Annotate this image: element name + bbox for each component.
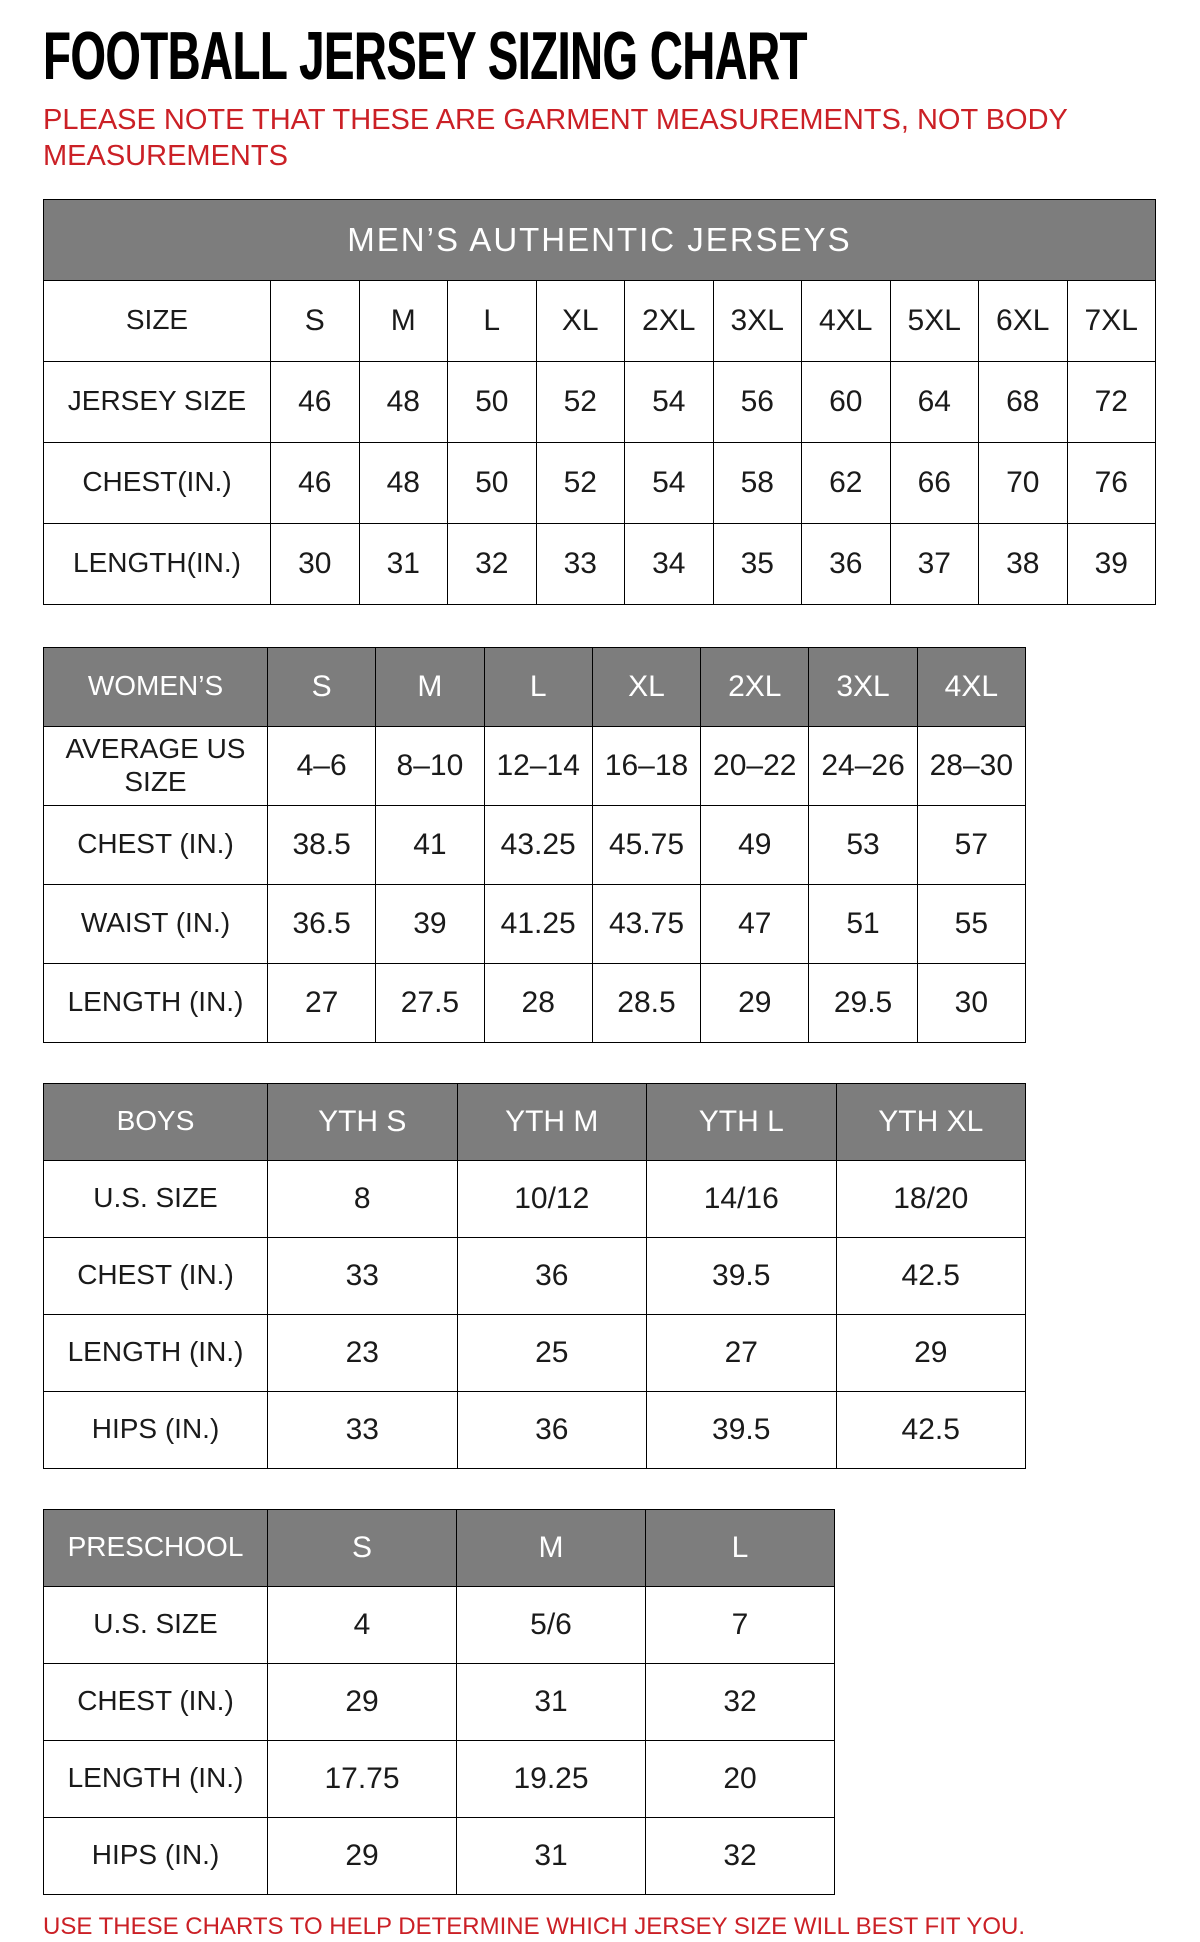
womens-row-label: CHEST (IN.) xyxy=(44,805,268,884)
preschool-value-cell: 20 xyxy=(646,1740,835,1817)
mens-value-cell: 34 xyxy=(625,523,714,604)
preschool-value-cell: 29 xyxy=(268,1663,457,1740)
mens-value-cell: 70 xyxy=(979,442,1068,523)
mens-banner-title: MEN’S AUTHENTIC JERSEYS xyxy=(44,199,1156,280)
boys-value-cell: 39.5 xyxy=(647,1391,837,1468)
mens-value-cell: 60 xyxy=(802,361,891,442)
womens-value-cell: 55 xyxy=(917,884,1025,963)
mens-size-column-header: 6XL xyxy=(979,280,1068,361)
preschool-value-cell: 4 xyxy=(268,1586,457,1663)
preschool-row-label: HIPS (IN.) xyxy=(44,1817,268,1894)
boys-value-cell: 33 xyxy=(268,1391,458,1468)
womens-value-cell: 43.25 xyxy=(484,805,592,884)
mens-value-cell: 39 xyxy=(1067,523,1156,604)
mens-value-cell: 54 xyxy=(625,361,714,442)
boys-size-column-header: YTH XL xyxy=(836,1083,1026,1160)
mens-value-cell: 64 xyxy=(890,361,979,442)
mens-row-label: JERSEY SIZE xyxy=(44,361,271,442)
womens-value-cell: 20–22 xyxy=(701,726,809,805)
boys-row-label: LENGTH (IN.) xyxy=(44,1314,268,1391)
preschool-value-cell: 7 xyxy=(646,1586,835,1663)
womens-size-column-header: 2XL xyxy=(701,647,809,726)
mens-value-cell: 76 xyxy=(1067,442,1156,523)
womens-value-cell: 28–30 xyxy=(917,726,1025,805)
mens-value-cell: 35 xyxy=(713,523,802,604)
womens-size-column-header: 4XL xyxy=(917,647,1025,726)
boys-value-cell: 14/16 xyxy=(647,1160,837,1237)
womens-value-cell: 38.5 xyxy=(268,805,376,884)
boys-value-cell: 39.5 xyxy=(647,1237,837,1314)
womens-value-cell: 43.75 xyxy=(592,884,700,963)
womens-size-column-header: XL xyxy=(592,647,700,726)
footer-note: USE THESE CHARTS TO HELP DETERMINE WHICH JERSEY SIZE WILL BEST FIT YOU. xyxy=(43,1912,1026,1940)
preschool-value-cell: 32 xyxy=(646,1817,835,1894)
mens-value-cell: 52 xyxy=(536,442,625,523)
womens-value-cell: 29 xyxy=(701,963,809,1042)
womens-header-label: WOMEN’S xyxy=(44,647,268,726)
mens-value-cell: 72 xyxy=(1067,361,1156,442)
mens-size-column-header: 3XL xyxy=(713,280,802,361)
womens-header-row xyxy=(44,647,1026,726)
mens-size-column-header: 2XL xyxy=(625,280,714,361)
womens-data-row xyxy=(44,726,1026,805)
boys-value-cell: 8 xyxy=(268,1160,458,1237)
mens-row-label: CHEST(IN.) xyxy=(44,442,271,523)
mens-value-cell: 46 xyxy=(271,442,360,523)
boys-row-label: U.S. SIZE xyxy=(44,1160,268,1237)
boys-value-cell: 25 xyxy=(457,1314,647,1391)
mens-row-label: LENGTH(IN.) xyxy=(44,523,271,604)
mens-value-cell: 52 xyxy=(536,361,625,442)
boys-size-table xyxy=(43,1083,1026,1469)
womens-value-cell: 45.75 xyxy=(592,805,700,884)
mens-header-label: SIZE xyxy=(44,280,271,361)
womens-value-cell: 28.5 xyxy=(592,963,700,1042)
womens-size-column-header: S xyxy=(268,647,376,726)
preschool-size-column-header: L xyxy=(646,1509,835,1586)
mens-size-column-header: XL xyxy=(536,280,625,361)
preschool-size-column-header: S xyxy=(268,1509,457,1586)
preschool-value-cell: 32 xyxy=(646,1663,835,1740)
mens-data-row xyxy=(44,523,1156,604)
boys-value-cell: 33 xyxy=(268,1237,458,1314)
womens-value-cell: 16–18 xyxy=(592,726,700,805)
boys-header-row xyxy=(44,1083,1026,1160)
boys-size-column-header: YTH L xyxy=(647,1083,837,1160)
boys-value-cell: 36 xyxy=(457,1237,647,1314)
womens-size-column-header: 3XL xyxy=(809,647,917,726)
preschool-data-row xyxy=(44,1817,835,1894)
boys-value-cell: 10/12 xyxy=(457,1160,647,1237)
mens-value-cell: 62 xyxy=(802,442,891,523)
womens-value-cell: 49 xyxy=(701,805,809,884)
womens-value-cell: 4–6 xyxy=(268,726,376,805)
preschool-size-column-header: M xyxy=(457,1509,646,1586)
mens-value-cell: 54 xyxy=(625,442,714,523)
preschool-row-label: U.S. SIZE xyxy=(44,1586,268,1663)
preschool-value-cell: 29 xyxy=(268,1817,457,1894)
mens-size-column-header: M xyxy=(359,280,448,361)
boys-size-column-header: YTH M xyxy=(457,1083,647,1160)
mens-value-cell: 66 xyxy=(890,442,979,523)
mens-size-column-header: 5XL xyxy=(890,280,979,361)
womens-size-table xyxy=(43,647,1026,1043)
womens-value-cell: 47 xyxy=(701,884,809,963)
womens-value-cell: 28 xyxy=(484,963,592,1042)
womens-value-cell: 41 xyxy=(376,805,484,884)
womens-value-cell: 29.5 xyxy=(809,963,917,1042)
womens-value-cell: 27 xyxy=(268,963,376,1042)
page-title: FOOTBALL JERSEY SIZING CHART xyxy=(43,18,807,94)
mens-value-cell: 50 xyxy=(448,361,537,442)
boys-value-cell: 18/20 xyxy=(836,1160,1026,1237)
preschool-row-label: LENGTH (IN.) xyxy=(44,1740,268,1817)
mens-value-cell: 56 xyxy=(713,361,802,442)
mens-size-column-header: L xyxy=(448,280,537,361)
preschool-data-row xyxy=(44,1663,835,1740)
womens-value-cell: 8–10 xyxy=(376,726,484,805)
boys-row-label: HIPS (IN.) xyxy=(44,1391,268,1468)
boys-size-column-header: YTH S xyxy=(268,1083,458,1160)
womens-value-cell: 27.5 xyxy=(376,963,484,1042)
womens-value-cell: 36.5 xyxy=(268,884,376,963)
boys-value-cell: 42.5 xyxy=(836,1237,1026,1314)
boys-value-cell: 23 xyxy=(268,1314,458,1391)
womens-size-column-header: M xyxy=(376,647,484,726)
womens-value-cell: 24–26 xyxy=(809,726,917,805)
mens-value-cell: 48 xyxy=(359,442,448,523)
preschool-data-row xyxy=(44,1740,835,1817)
boys-row-label: CHEST (IN.) xyxy=(44,1237,268,1314)
womens-value-cell: 57 xyxy=(917,805,1025,884)
mens-value-cell: 31 xyxy=(359,523,448,604)
mens-value-cell: 33 xyxy=(536,523,625,604)
mens-value-cell: 58 xyxy=(713,442,802,523)
size-tables-container xyxy=(43,199,1200,1895)
womens-value-cell: 41.25 xyxy=(484,884,592,963)
mens-size-column-header: 7XL xyxy=(1067,280,1156,361)
preschool-header-label: PRESCHOOL xyxy=(44,1509,268,1586)
boys-value-cell: 42.5 xyxy=(836,1391,1026,1468)
mens-value-cell: 32 xyxy=(448,523,537,604)
boys-data-row xyxy=(44,1391,1026,1468)
mens-value-cell: 50 xyxy=(448,442,537,523)
mens-value-cell: 30 xyxy=(271,523,360,604)
boys-data-row xyxy=(44,1160,1026,1237)
mens-size-table xyxy=(43,199,1156,605)
boys-value-cell: 29 xyxy=(836,1314,1026,1391)
mens-value-cell: 37 xyxy=(890,523,979,604)
preschool-value-cell: 31 xyxy=(457,1663,646,1740)
womens-row-label: WAIST (IN.) xyxy=(44,884,268,963)
mens-value-cell: 38 xyxy=(979,523,1068,604)
preschool-value-cell: 31 xyxy=(457,1817,646,1894)
preschool-size-table xyxy=(43,1509,835,1895)
womens-row-label: AVERAGE US SIZE xyxy=(44,726,268,805)
boys-value-cell: 27 xyxy=(647,1314,837,1391)
mens-value-cell: 68 xyxy=(979,361,1068,442)
boys-header-label: BOYS xyxy=(44,1083,268,1160)
preschool-data-row xyxy=(44,1586,835,1663)
garment-measurements-note: PLEASE NOTE THAT THESE ARE GARMENT MEASUREMENTS, NOT BODY MEASUREMENTS xyxy=(43,104,1068,173)
mens-size-column-header: S xyxy=(271,280,360,361)
mens-value-cell: 36 xyxy=(802,523,891,604)
mens-data-row xyxy=(44,361,1156,442)
mens-size-column-header: 4XL xyxy=(802,280,891,361)
womens-value-cell: 39 xyxy=(376,884,484,963)
preschool-row-label: CHEST (IN.) xyxy=(44,1663,268,1740)
preschool-header-row xyxy=(44,1509,835,1586)
womens-value-cell: 53 xyxy=(809,805,917,884)
boys-data-row xyxy=(44,1237,1026,1314)
womens-value-cell: 12–14 xyxy=(484,726,592,805)
preschool-value-cell: 5/6 xyxy=(457,1586,646,1663)
preschool-value-cell: 17.75 xyxy=(268,1740,457,1817)
womens-value-cell: 51 xyxy=(809,884,917,963)
mens-data-row xyxy=(44,442,1156,523)
womens-value-cell: 30 xyxy=(917,963,1025,1042)
mens-value-cell: 48 xyxy=(359,361,448,442)
mens-banner-row xyxy=(44,199,1156,280)
mens-value-cell: 46 xyxy=(271,361,360,442)
womens-size-column-header: L xyxy=(484,647,592,726)
womens-data-row xyxy=(44,963,1026,1042)
womens-row-label: LENGTH (IN.) xyxy=(44,963,268,1042)
preschool-value-cell: 19.25 xyxy=(457,1740,646,1817)
womens-data-row xyxy=(44,884,1026,963)
boys-value-cell: 36 xyxy=(457,1391,647,1468)
mens-header-row xyxy=(44,280,1156,361)
womens-data-row xyxy=(44,805,1026,884)
boys-data-row xyxy=(44,1314,1026,1391)
